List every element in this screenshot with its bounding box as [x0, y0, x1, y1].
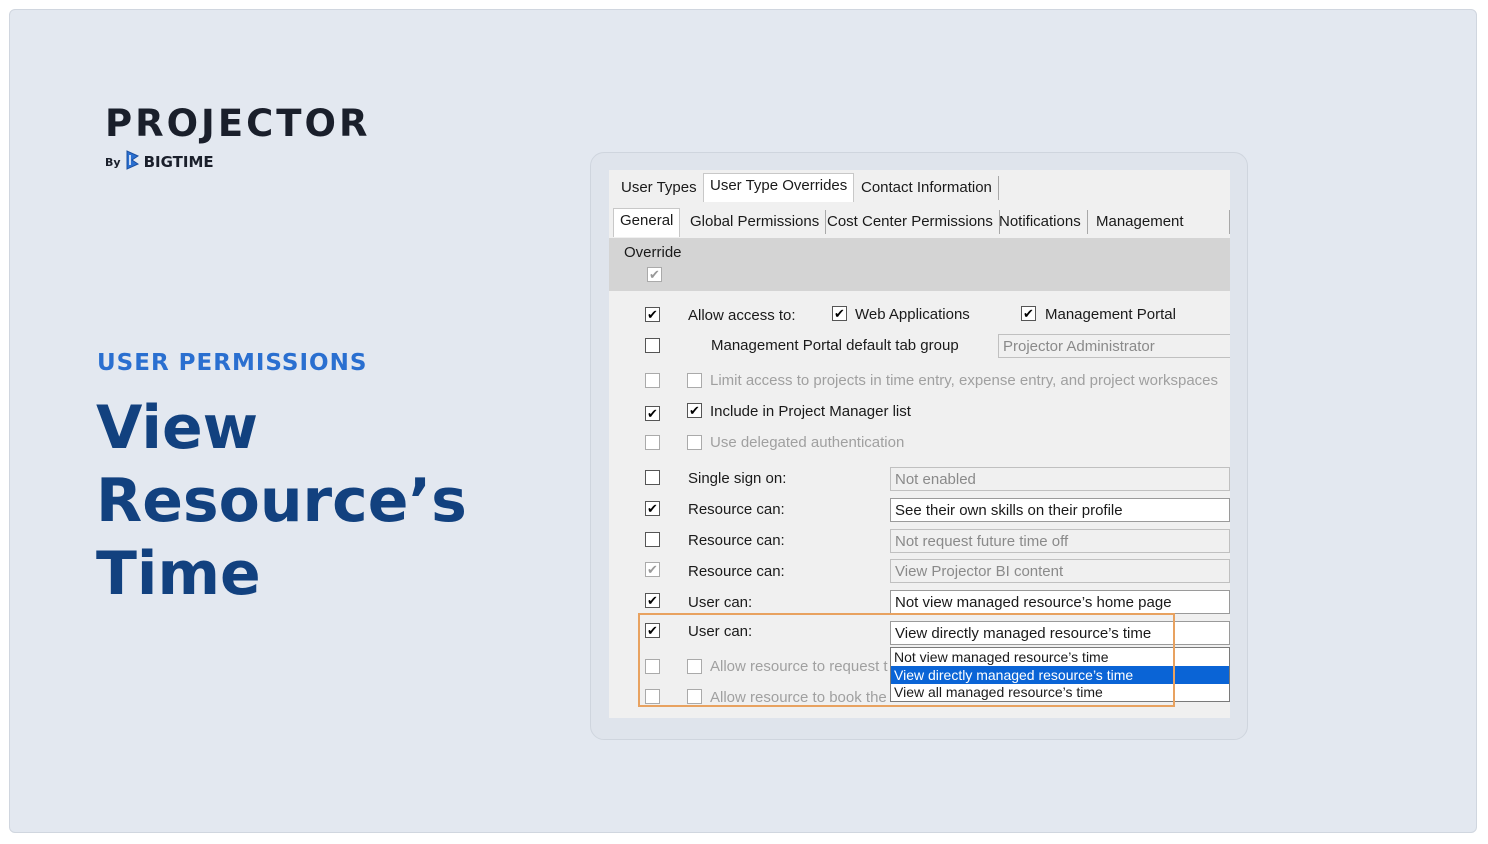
override-label: Override — [624, 244, 682, 261]
allow-request-label: Allow resource to request t — [710, 658, 888, 675]
dropdown-option[interactable]: Not view managed resource’s time — [894, 649, 1109, 665]
tab-group-label: Management Portal default tab group — [711, 337, 959, 354]
override-checkbox-user1[interactable]: ✔ — [645, 593, 660, 608]
title-line-1: View — [96, 393, 259, 463]
res1-label: Resource can: — [688, 501, 785, 518]
tab-general[interactable]: General — [613, 208, 680, 237]
dropdown-option-selected[interactable]: View directly managed resource’s time — [891, 666, 1229, 684]
res3-select[interactable]: View Projector BI content — [890, 559, 1230, 583]
override-checkbox-pm-list[interactable]: ✔ — [645, 406, 660, 421]
pm-list-label: Include in Project Manager list — [710, 403, 911, 420]
res3-label: Resource can: — [688, 563, 785, 580]
user2-label: User can: — [688, 623, 753, 640]
delegated-label: Use delegated authentication — [710, 434, 905, 451]
override-checkbox-user2[interactable]: ✔ — [645, 623, 660, 638]
section-eyebrow: USER PERMISSIONS — [97, 350, 368, 376]
sso-label: Single sign on: — [688, 470, 787, 487]
management-portal-checkbox[interactable]: ✔ — [1021, 306, 1036, 321]
override-checkbox-allow-access[interactable]: ✔ — [645, 307, 660, 322]
byline — [105, 150, 370, 174]
tab-cost-center-permissions[interactable]: Cost Center Permissions — [821, 210, 1000, 234]
override-checkbox-tab-group[interactable] — [645, 338, 660, 353]
res2-select[interactable]: Not request future time off — [890, 529, 1230, 553]
bigtime-logo-icon — [125, 150, 141, 174]
res2-label: Resource can: — [688, 532, 785, 549]
override-checkbox-delegated[interactable] — [645, 435, 660, 450]
user1-label: User can: — [688, 594, 753, 611]
tab-user-types[interactable]: User Types — [621, 179, 697, 196]
override-checkbox-limit-access[interactable] — [645, 373, 660, 388]
web-applications-label: Web Applications — [855, 306, 970, 323]
limit-access-label: Limit access to projects in time entry, expense entry, and project workspaces — [710, 372, 1219, 389]
title-line-2: Resource’s — [96, 466, 467, 536]
override-header — [609, 238, 1230, 291]
web-applications-checkbox[interactable]: ✔ — [832, 306, 847, 321]
dropdown-option[interactable]: View all managed resource’s time — [894, 684, 1103, 700]
override-all-checkbox: ✔ — [647, 267, 662, 282]
user1-select[interactable]: Not view managed resource’s home page — [890, 590, 1230, 614]
limit-access-checkbox — [687, 373, 702, 388]
byline-by: By — [105, 155, 121, 169]
management-portal-label: Management Portal — [1045, 306, 1176, 323]
brand-name: PROJECTOR — [105, 102, 371, 145]
override-checkbox-sso[interactable] — [645, 470, 660, 485]
override-checkbox-res3[interactable]: ✔ — [645, 562, 660, 577]
delegated-checkbox — [687, 435, 702, 450]
title-line-3: Time — [96, 539, 261, 609]
override-checkbox-res1[interactable]: ✔ — [645, 501, 660, 516]
tab-notifications[interactable]: Notifications — [993, 210, 1088, 234]
tab-user-type-overrides[interactable]: User Type Overrides — [703, 173, 854, 202]
page-title — [96, 392, 467, 611]
user2-select[interactable]: View directly managed resource’s time — [890, 621, 1230, 645]
sso-field[interactable]: Not enabled — [890, 467, 1230, 491]
allow-book-label: Allow resource to book the — [710, 689, 887, 706]
highlight-box — [638, 613, 1175, 707]
pm-list-checkbox[interactable]: ✔ — [687, 403, 702, 418]
override-checkbox-res2[interactable] — [645, 532, 660, 547]
tab-contact-information[interactable]: Contact Information — [855, 176, 999, 200]
tab-management-alerts[interactable]: Management — [1090, 210, 1230, 234]
allow-access-label: Allow access to: — [688, 307, 796, 324]
byline-company: BIGTIME — [143, 153, 214, 171]
tab-group-field[interactable]: Projector Administrator — [998, 334, 1230, 358]
brand-logo — [105, 102, 371, 174]
res1-select[interactable]: See their own skills on their profile — [890, 498, 1230, 522]
tab-global-permissions[interactable]: Global Permissions — [684, 210, 826, 234]
